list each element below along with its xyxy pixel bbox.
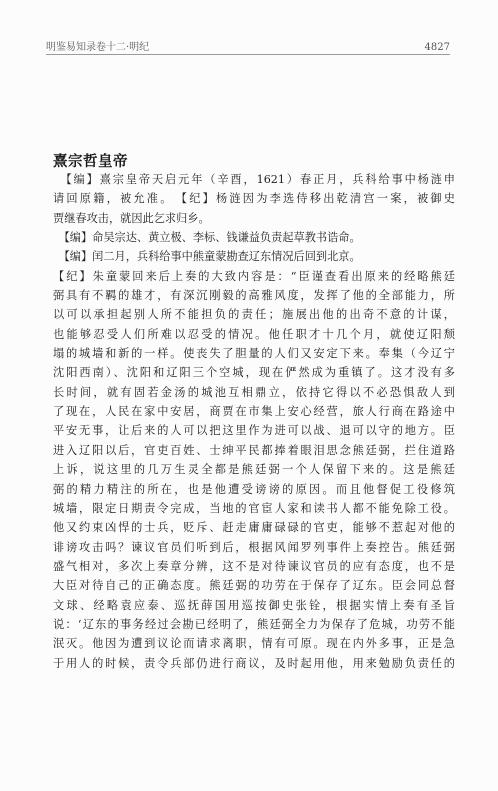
running-header [46,38,450,53]
text-line: 进入辽阳以后，官吏百姓、士绅平民都捧着眼泪思念熊廷弼，拦住道路 [53,443,455,457]
header-rule [46,54,450,55]
page-number: 4827 [424,42,450,53]
text-line: 平安无事，让后来的人可以把这里作为进可以战、退可以守的地方。臣 [53,424,455,438]
text-line: 于用人的时候，责令兵部仍进行商议，及时起用他，用来勉励负责任的 [53,656,455,670]
text-line: 泯灭。他因为遭到议论而请求离职，情有可原。现在内外多事，正是急 [53,637,455,651]
text-line: 以可以承担起别人所不能担负的责任；施展出他的出奇不意的计谋， [53,308,455,322]
text-line: 诽谤攻击吗？谏议官员们听到后，根据风闻罗列事件上奏控告。熊廷弼 [53,540,455,554]
text-line: 大臣对待自己的正确态度。熊廷弼的功劳在于保存了辽东。臣会同总督 [53,579,455,593]
text-line: 【编】命吴宗达、黄立极、李标、钱谦益负责起草教书诰命。 [53,231,361,245]
text-line: 长时间，就有固若金汤的城池互相鼎立，依持它得以不必恐惧敌人到 [53,385,455,399]
text-line: 了现在，人民在家中安居，商贾在市集上安心经营，旅人行商在路途中 [53,405,455,419]
text-line: 盛气相对，多次上奏章分辨，这不是对待谏议官员的应有态度，也不是 [53,559,455,573]
text-line: 贾继春攻击，就因此乞求归乡。 [53,211,210,225]
text-line: 【纪】朱童蒙回来后上奏的大致内容是：“臣谨查看出原来的经略熊廷 [53,269,455,283]
header-title: 明鉴易知录卷十二·明纪 [46,42,150,53]
text-line: 沈阳西南）、沈阳和辽阳三个空城，现在俨然成为重镇了。这才没有多 [53,366,455,380]
section-title: 熹宗哲皇帝 [53,154,128,170]
text-line: 上诉，说这里的几万生灵全都是熊廷弼一个人保留下来的。这是熊廷 [53,463,455,477]
text-line: 文球、经略袁应泰、巡抚薛国用巡按御史张铨，根据实情上奏有圣旨 [53,598,455,612]
text-line: 弼的精力精注的所在，也是他遭受谤谤的原因。而且他督促工役修筑 [53,482,455,496]
text-line: 弼具有不羁的雄才，有深沉刚毅的高雅风度，发挥了他的全部能力，所 [53,289,455,303]
text-line: 也能够忍受人们所难以忍受的情况。他任职才十几个月，就使辽阳颓 [53,327,455,341]
body-text [53,170,455,673]
text-line: 他又约束凶悍的士兵，贬斥、赶走庸庸碌碌的官吏，能够不惹起对他的 [53,521,455,535]
text-line: 城墙，限定日期责令完成，当地的官宦人家和读书人都不能免除工役。 [53,501,455,515]
text-line: 说：‘辽东的事务经过会勘已经明了，熊廷弼全力为保存了危城，功劳不能 [53,617,455,631]
text-line: 【编】熹宗皇帝天启元年（辛酉，1621）春正月，兵科给事中杨涟申 [53,173,455,186]
text-line: 请回原籍，被允准。 【纪】杨涟因为李选侍移出乾清宫一案，被御史 [53,192,455,206]
text-line: 塌的城墙和新的一样。使丧失了胆量的人们又安定下来。奉集（今辽宁 [53,347,455,361]
text-line: 【编】闰二月，兵科给事中熊童蒙勘查辽东情况后回到北京。 [53,250,361,264]
